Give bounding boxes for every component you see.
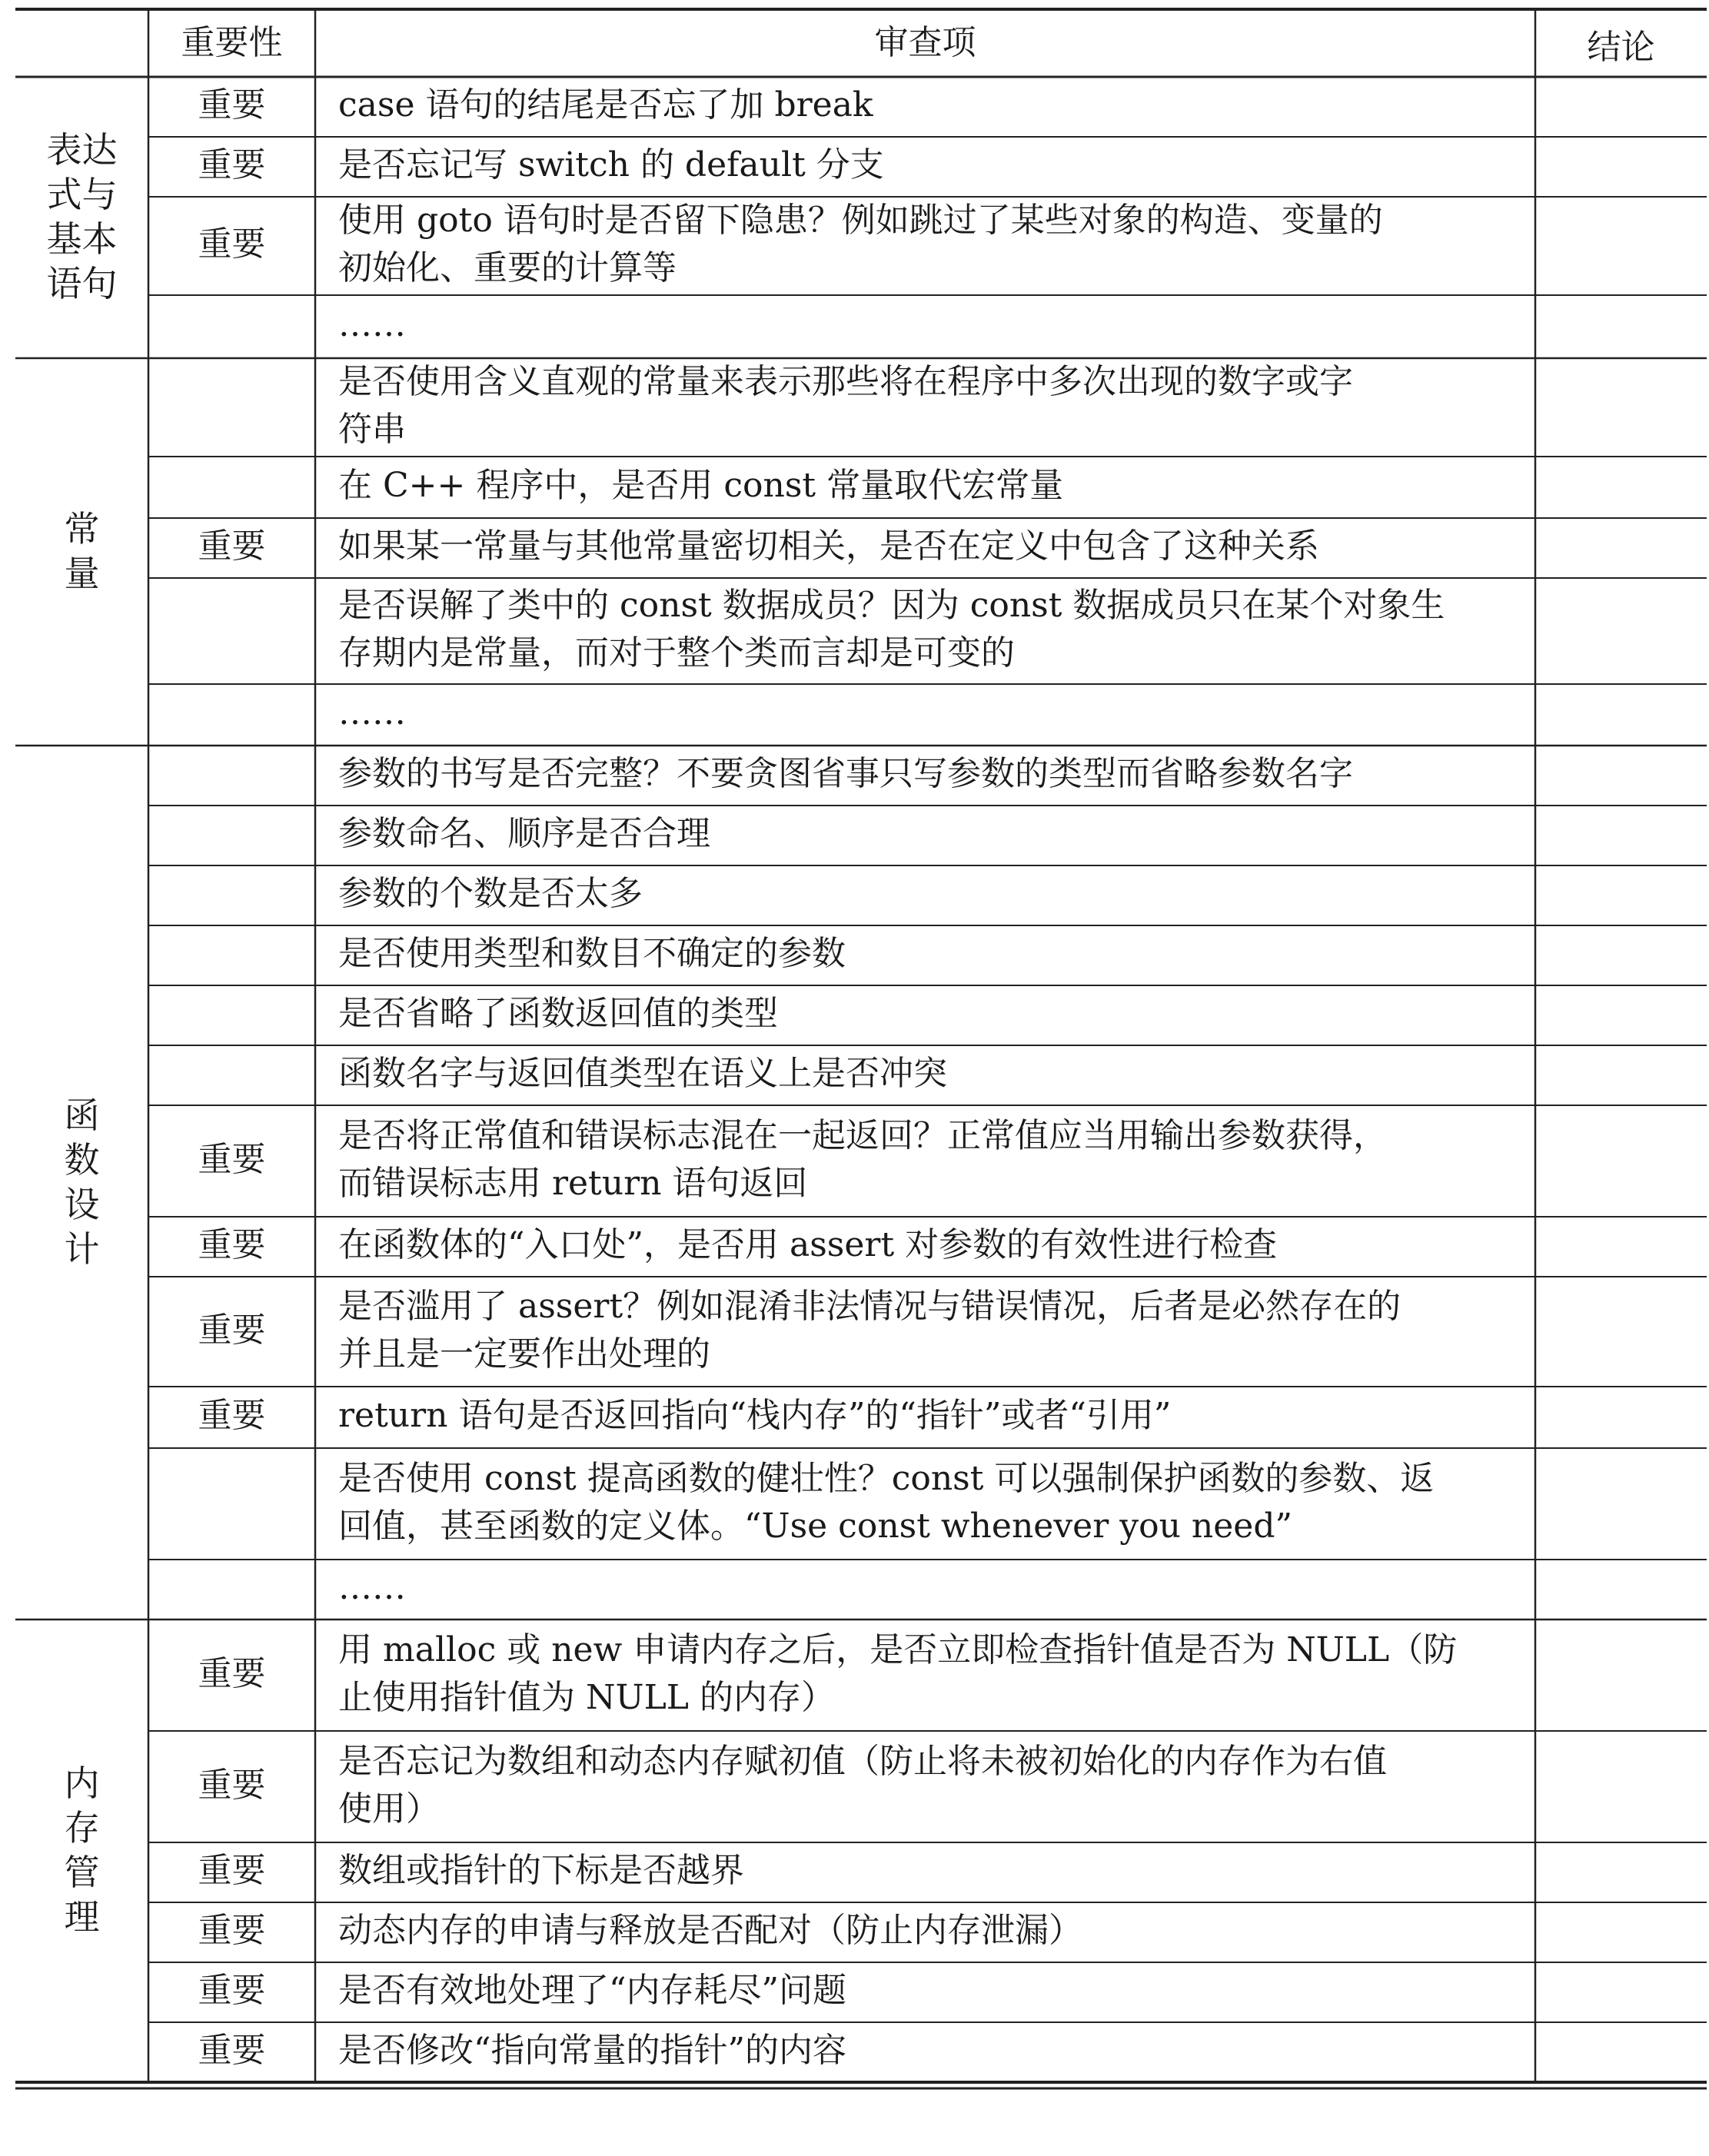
review-item-text: 数组或指针的下标是否越界: [338, 1851, 744, 1890]
category-memory-management-line: 管: [64, 1852, 100, 1893]
importance-label: 重要: [198, 1653, 266, 1693]
importance-label: 重要: [198, 224, 266, 264]
review-item-text: 使用）: [338, 1789, 440, 1829]
review-item-text: 回值，甚至函数的定义体。“Use const whenever you need”: [338, 1506, 1292, 1546]
importance-column-header: 重要性: [181, 23, 283, 62]
review-item-text: 函数名字与返回值类型在语义上是否冲突: [338, 1054, 947, 1093]
review-item-text: 如果某一常量与其他常量密切相关，是否在定义中包含了这种关系: [338, 527, 1319, 566]
category-memory-management-line: 存: [64, 1807, 100, 1849]
review-item-text: 是否将正常值和错误标志混在一起返回？正常值应当用输出参数获得，: [338, 1115, 1387, 1155]
review-item-text: 是否滥用了 assert？例如混淆非法情况与错误情况，后者是必然存在的: [338, 1286, 1401, 1326]
review-item-text: case 语句的结尾是否忘了加 break: [338, 85, 873, 125]
review-item-text: 初始化、重要的计算等: [338, 248, 677, 287]
review-item-text: 是否有效地处理了“内存耗尽”问题: [338, 1971, 846, 2010]
review-item-text: 存期内是常量，而对于整个类而言却是可变的: [338, 633, 1015, 673]
review-item-text: 而错误标志用 return 语句返回: [338, 1163, 808, 1203]
review-item-text: 参数的个数是否太多: [338, 874, 643, 913]
importance-label: 重要: [198, 85, 266, 125]
category-function-design-line: 计: [64, 1227, 100, 1270]
review-item-text: 动态内存的申请与释放是否配对（防止内存泄漏）: [338, 1911, 1082, 1950]
category-constants-line: 常: [64, 508, 100, 550]
category-function-design-line: 数: [64, 1138, 100, 1181]
review-item-text: ……: [338, 693, 406, 733]
review-item-text: 是否省略了函数返回值的类型: [338, 994, 778, 1033]
item-column-header: 审查项: [874, 23, 976, 62]
review-item-text: ……: [338, 305, 406, 344]
category-memory-management-line: 理: [64, 1896, 100, 1938]
importance-label: 重要: [198, 1139, 266, 1179]
conclusion-column-header: 结论: [1587, 28, 1655, 67]
category-function-design-line: 函: [64, 1094, 100, 1136]
review-item-text: 止使用指针值为 NULL 的内存）: [338, 1677, 835, 1717]
review-item-text: 用 malloc 或 new 申请内存之后，是否立即检查指针值是否为 NULL（防: [338, 1629, 1458, 1669]
category-function-design-line: 设: [64, 1183, 100, 1225]
review-item-text: 是否使用 const 提高函数的健壮性？const 可以强制保护函数的参数、返: [338, 1458, 1435, 1498]
importance-label: 重要: [198, 1971, 266, 2010]
importance-label: 重要: [198, 1310, 266, 1350]
category-constants-line: 量: [64, 553, 100, 594]
review-item-text: 符串: [338, 410, 406, 449]
importance-label: 重要: [198, 527, 266, 566]
review-item-text: 在函数体的“入口处”，是否用 assert 对参数的有效性进行检查: [338, 1225, 1278, 1264]
review-item-text: 是否使用类型和数目不确定的参数: [338, 934, 846, 973]
review-item-text: return 语句是否返回指向“栈内存”的“指针”或者“引用”: [338, 1396, 1172, 1435]
importance-label: 重要: [198, 145, 266, 184]
category-expressions-statements-line: 语句: [46, 263, 118, 304]
review-item-text: 使用 goto 语句时是否留下隐患？例如跳过了某些对象的构造、变量的: [338, 201, 1383, 240]
review-item-text: 参数命名、顺序是否合理: [338, 814, 710, 853]
importance-label: 重要: [198, 1225, 266, 1264]
review-item-text: ……: [338, 1568, 406, 1607]
review-item-text: 是否使用含义直观的常量来表示那些将在程序中多次出现的数字或字: [338, 362, 1353, 401]
review-item-text: 是否误解了类中的 const 数据成员？因为 const 数据成员只在某个对象生: [338, 586, 1445, 625]
importance-label: 重要: [198, 1911, 266, 1950]
importance-label: 重要: [198, 1396, 266, 1435]
review-item-text: 在 C++ 程序中，是否用 const 常量取代宏常量: [338, 466, 1064, 505]
importance-label: 重要: [198, 1851, 266, 1890]
category-memory-management-line: 内: [64, 1762, 100, 1804]
review-item-text: 是否忘记为数组和动态内存赋初值（防止将未被初始化的内存作为右值: [338, 1741, 1387, 1781]
category-expressions-statements-line: 式与: [46, 174, 118, 215]
category-expressions-statements-line: 表达: [46, 129, 118, 171]
review-item-text: 参数的书写是否完整？不要贪图省事只写参数的类型而省略参数名字: [338, 754, 1353, 793]
category-expressions-statements-line: 基本: [46, 218, 118, 260]
importance-label: 重要: [198, 2031, 266, 2070]
review-item-text: 是否修改“指向常量的指针”的内容: [338, 2031, 846, 2070]
importance-label: 重要: [198, 1765, 266, 1805]
review-item-text: 并且是一定要作出处理的: [338, 1334, 710, 1374]
review-item-text: 是否忘记写 switch 的 default 分支: [338, 145, 884, 184]
